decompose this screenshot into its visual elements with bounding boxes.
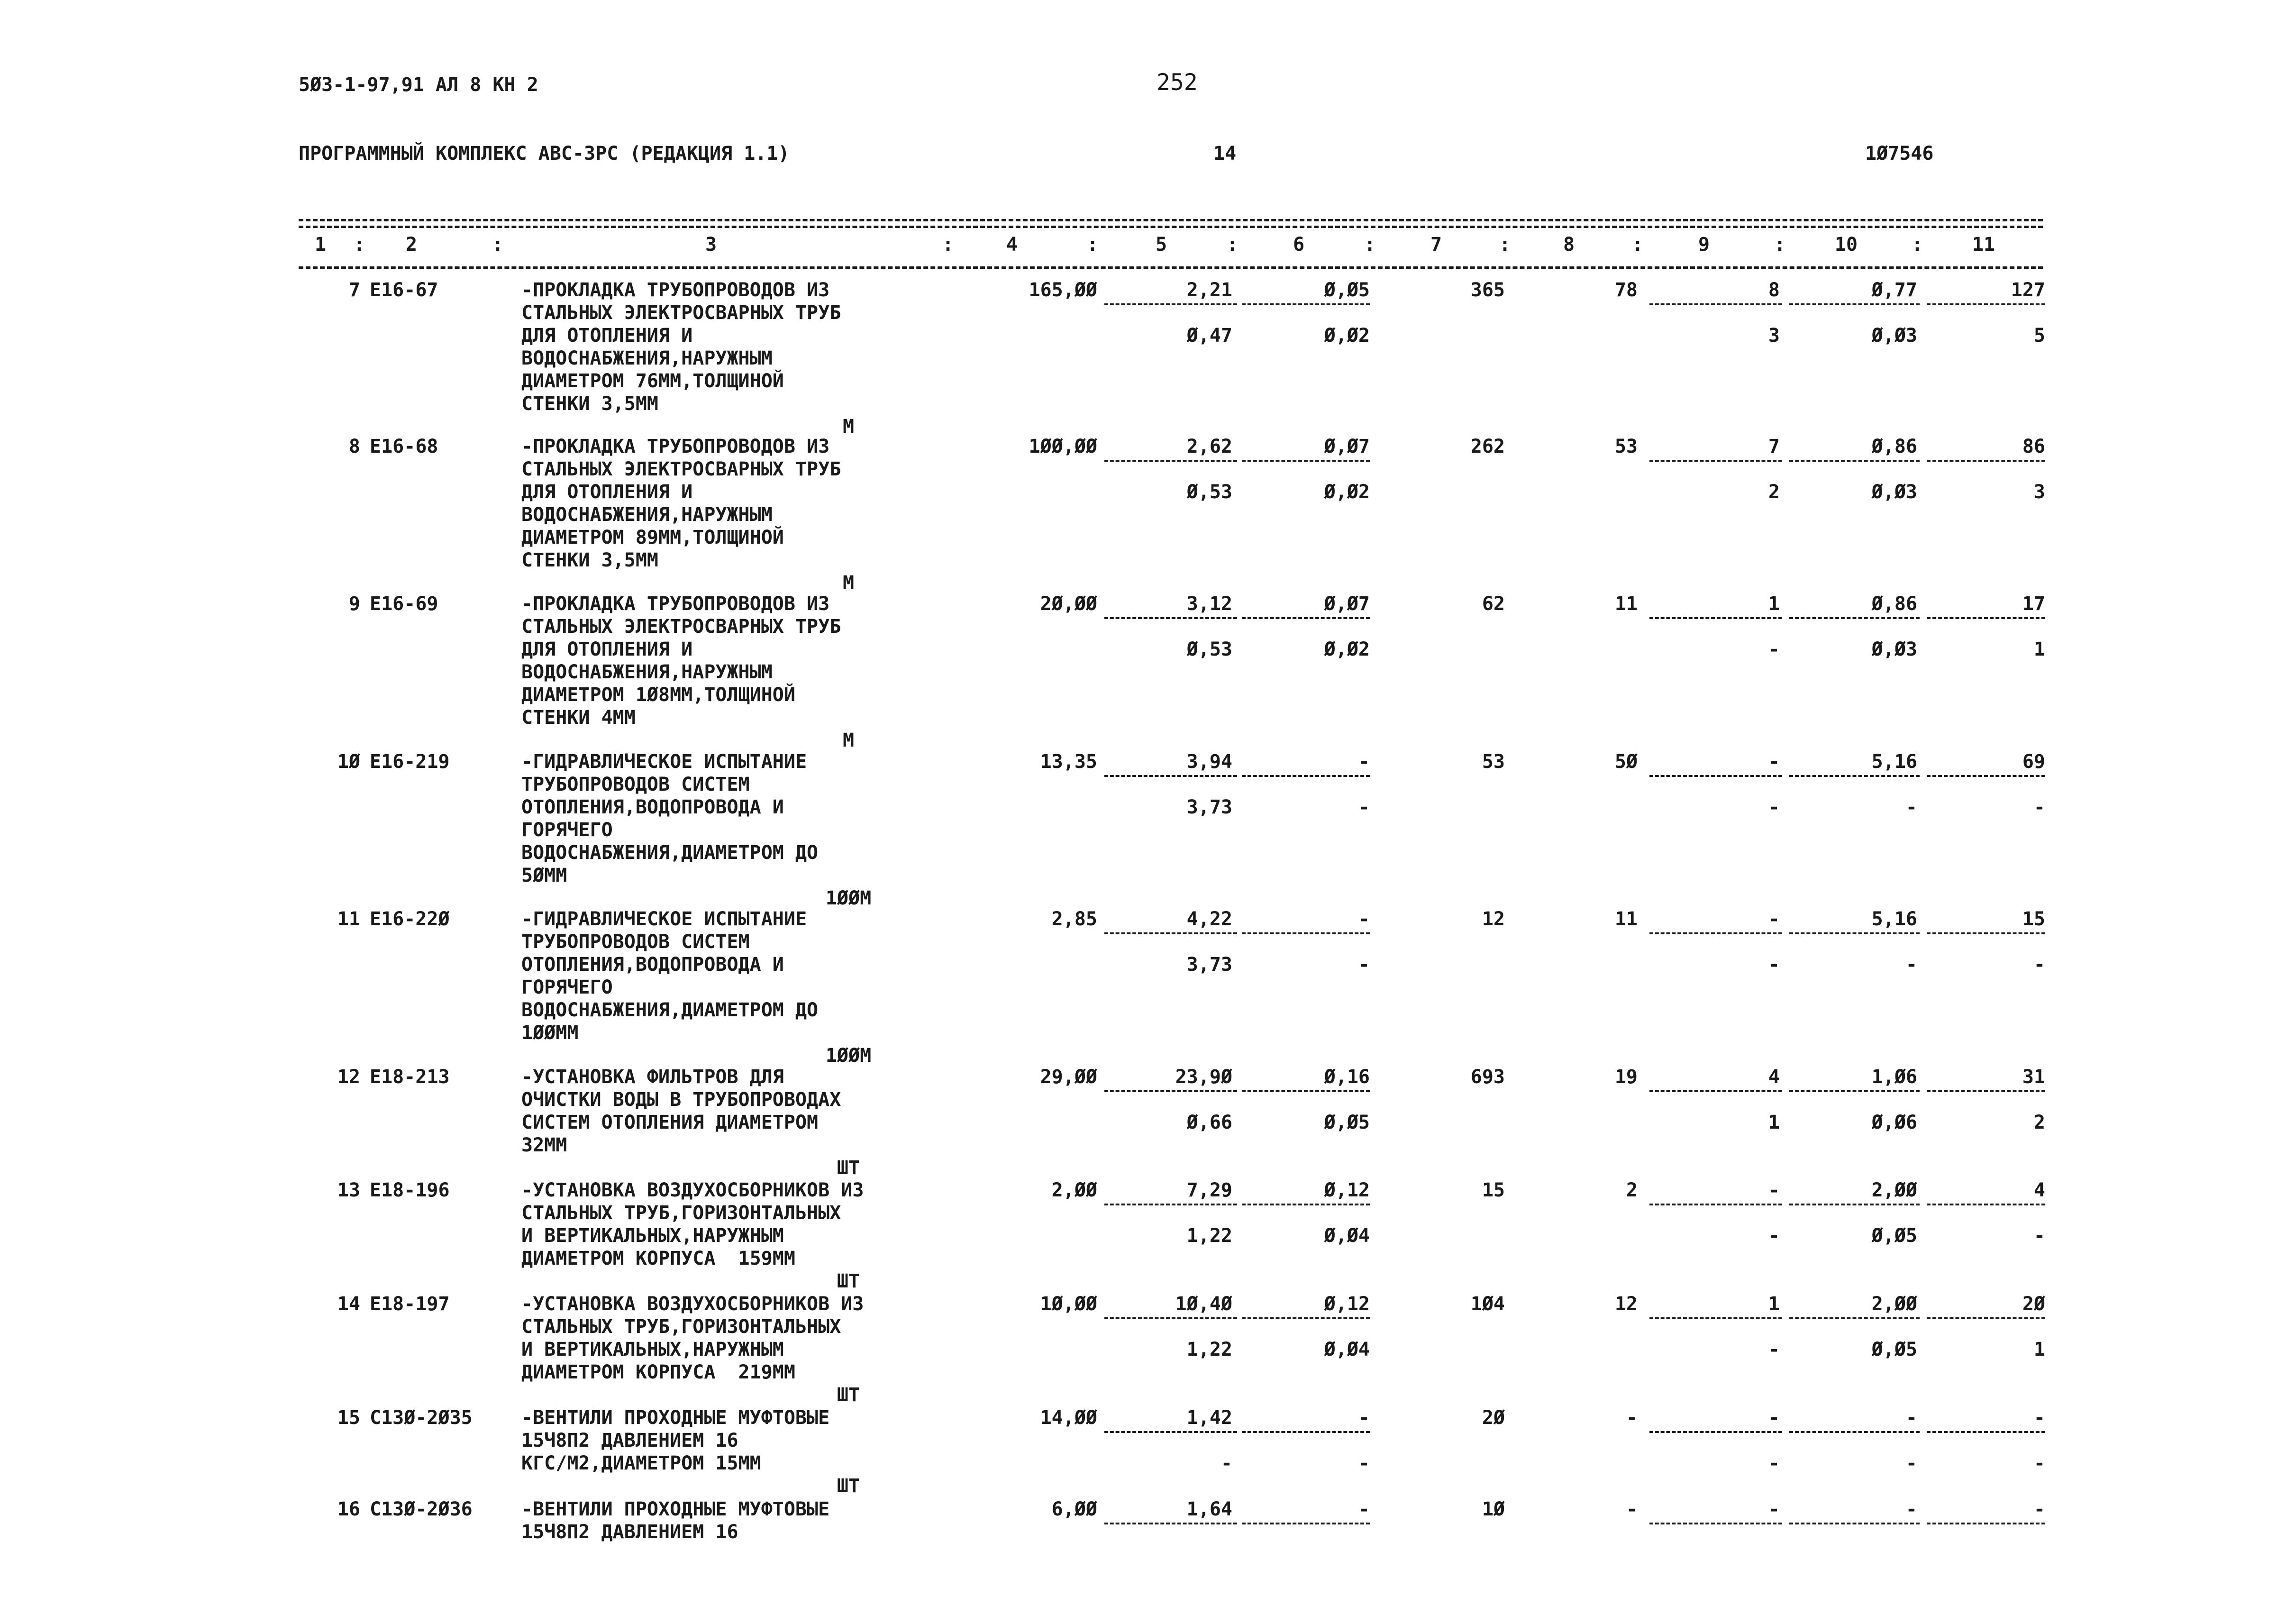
row-col6-top: Ø,16	[1324, 1066, 1370, 1088]
subtotal-rule	[1242, 1090, 1370, 1092]
row-col5-bottom: 3,73	[1186, 954, 1232, 976]
row-quantity: 13,35	[1040, 751, 1097, 773]
subtotal-rule	[1649, 303, 1782, 305]
row-col11-top: 69	[2022, 751, 2045, 773]
row-col11-top: 17	[2022, 593, 2045, 615]
row-col9-top: -	[1768, 908, 1780, 930]
row-col10-top: 5,16	[1871, 751, 1917, 773]
document-id: 1Ø7546	[1865, 143, 1934, 164]
row-description-line: ВОДОСНАБЖЕНИЯ,ДИАМЕТРОМ ДО	[521, 842, 819, 864]
row-col9-bottom: 1	[1768, 1112, 1780, 1133]
row-description-line: ДИАМЕТРОМ 89ММ,ТОЛЩИНОЙ	[521, 527, 784, 548]
row-col6-bottom: -	[1358, 796, 1370, 818]
column-separator: :	[492, 234, 504, 255]
row-quantity: 165,ØØ	[1029, 279, 1097, 301]
row-description-line: -ВЕНТИЛИ ПРОХОДНЫЕ МУФТОВЫЕ	[521, 1407, 830, 1429]
subtotal-rule	[1927, 1204, 2045, 1205]
row-description-line: 32ММ	[521, 1134, 567, 1156]
column-header-1: 1	[314, 234, 327, 255]
row-code: Е16-68	[370, 436, 438, 457]
row-col8: 78	[1614, 279, 1638, 301]
row-col6-top: Ø,12	[1324, 1179, 1370, 1201]
row-col5-top: 4,22	[1186, 908, 1232, 930]
row-description-line: И ВЕРТИКАЛЬНЫХ,НАРУЖНЫМ	[521, 1225, 784, 1247]
subtotal-rule	[1242, 1204, 1370, 1205]
row-col11-bottom: 1	[2033, 1339, 2045, 1360]
row-number: 11	[337, 908, 360, 930]
row-col10-top: Ø,86	[1871, 593, 1917, 615]
row-col11-top: 31	[2022, 1066, 2045, 1088]
column-header-9: 9	[1698, 234, 1710, 255]
row-col5-top: 2,62	[1186, 436, 1232, 457]
row-description-line: ДЛЯ ОТОПЛЕНИЯ И	[521, 481, 693, 503]
row-description-line: ТРУБОПРОВОДОВ СИСТЕМ	[521, 774, 750, 795]
subtotal-rule	[1104, 303, 1237, 305]
row-col11-bottom: 2	[2033, 1112, 2045, 1133]
subtotal-rule	[1789, 460, 1920, 462]
row-col11-top: 15	[2022, 908, 2045, 930]
row-code: Е18-196	[370, 1179, 450, 1201]
row-col5-top: 1,64	[1186, 1498, 1232, 1520]
row-col7: 1Ø4	[1470, 1293, 1505, 1315]
row-unit: М	[842, 572, 855, 594]
row-col9-top: -	[1768, 1407, 1780, 1429]
row-description-line: СТАЛЬНЫХ ТРУБ,ГОРИЗОНТАЛЬНЫХ	[521, 1316, 841, 1338]
row-unit: 1ØØМ	[825, 1045, 872, 1067]
row-col10-top: 2,ØØ	[1871, 1179, 1917, 1201]
row-col10-bottom: -	[1905, 1452, 1917, 1474]
subtotal-rule	[1649, 1090, 1782, 1092]
row-col5-bottom: Ø,47	[1186, 325, 1232, 347]
row-col5-top: 3,12	[1186, 593, 1232, 615]
row-col6-bottom: Ø,Ø2	[1324, 325, 1370, 347]
row-col11-top: 127	[2011, 279, 2045, 301]
subtotal-rule	[1789, 1090, 1920, 1092]
subtotal-rule	[1649, 1204, 1782, 1205]
row-col7: 365	[1470, 279, 1505, 301]
subtotal-rule	[1789, 303, 1920, 305]
row-description-line: ОТОПЛЕНИЯ,ВОДОПРОВОДА И	[521, 954, 784, 976]
subtotal-rule	[1789, 1204, 1920, 1205]
row-col11-bottom: -	[2033, 1452, 2045, 1474]
row-col8: 11	[1614, 908, 1638, 930]
column-separator: :	[1364, 234, 1376, 255]
row-quantity: 1ØØ,ØØ	[1029, 436, 1097, 457]
row-description-line: -УСТАНОВКА ФИЛЬТРОВ ДЛЯ	[521, 1066, 784, 1088]
row-col7: 62	[1482, 593, 1505, 615]
subtotal-rule	[1927, 460, 2045, 462]
row-col8: 11	[1614, 593, 1638, 615]
row-col11-bottom: -	[2033, 954, 2045, 976]
row-col9-top: 1	[1768, 593, 1780, 615]
row-col5-bottom: Ø,53	[1186, 639, 1232, 660]
row-col10-top: 5,16	[1871, 908, 1917, 930]
row-col5-top: 2,21	[1186, 279, 1232, 301]
subtotal-rule	[1104, 617, 1237, 619]
row-col11-bottom: 5	[2033, 325, 2045, 347]
row-col6-top: -	[1358, 751, 1370, 773]
row-col10-top: -	[1905, 1407, 1917, 1429]
row-col9-top: -	[1768, 1179, 1780, 1201]
column-header-7: 7	[1430, 234, 1442, 255]
row-col10-bottom: Ø,Ø5	[1871, 1225, 1917, 1247]
row-col8: 12	[1614, 1293, 1638, 1315]
row-col5-top: 23,9Ø	[1175, 1066, 1232, 1088]
row-description-line: ВОДОСНАБЖЕНИЯ,ДИАМЕТРОМ ДО	[521, 999, 819, 1021]
row-description-line: СИСТЕМ ОТОПЛЕНИЯ ДИАМЕТРОМ	[521, 1112, 819, 1133]
row-code: Е18-197	[370, 1293, 450, 1315]
row-col9-bottom: -	[1768, 1225, 1780, 1247]
row-col6-top: -	[1358, 1498, 1370, 1520]
row-number: 12	[337, 1066, 360, 1088]
subtotal-rule	[1789, 1523, 1920, 1524]
subtotal-rule	[1927, 1431, 2045, 1433]
sheet-number: 14	[1213, 143, 1237, 164]
subtotal-rule	[1649, 1523, 1782, 1524]
row-col10-top: -	[1905, 1498, 1917, 1520]
column-header-4: 4	[1006, 234, 1018, 255]
row-quantity: 14,ØØ	[1040, 1407, 1097, 1429]
column-header-10: 10	[1834, 234, 1858, 255]
row-number: 13	[337, 1179, 360, 1201]
row-col10-top: Ø,86	[1871, 436, 1917, 457]
row-description-line: -ВЕНТИЛИ ПРОХОДНЫЕ МУФТОВЫЕ	[521, 1498, 830, 1520]
row-col5-bottom: Ø,53	[1186, 481, 1232, 503]
column-separator: :	[1499, 234, 1511, 255]
row-quantity: 29,ØØ	[1040, 1066, 1097, 1088]
subtotal-rule	[1242, 775, 1370, 777]
row-code: Е18-213	[370, 1066, 450, 1088]
column-header-11: 11	[1972, 234, 1995, 255]
row-description-line: -УСТАНОВКА ВОЗДУХОСБОРНИКОВ ИЗ	[521, 1179, 864, 1201]
row-col5-top: 3,94	[1186, 751, 1232, 773]
row-col6-bottom: Ø,Ø5	[1324, 1112, 1370, 1133]
subtotal-rule	[1649, 1317, 1782, 1319]
row-col7: 53	[1482, 751, 1505, 773]
subtotal-rule	[1104, 460, 1237, 462]
row-description-line: СТЕНКИ 4ММ	[521, 707, 636, 729]
row-col7: 15	[1482, 1179, 1505, 1201]
row-col5-bottom: 1,22	[1186, 1339, 1232, 1360]
row-quantity: 2,85	[1051, 908, 1097, 930]
row-description-line: -ПРОКЛАДКА ТРУБОПРОВОДОВ ИЗ	[521, 279, 830, 301]
row-col11-top: 4	[2033, 1179, 2045, 1201]
row-description-line: СТАЛЬНЫХ ЭЛЕКТРОСВАРНЫХ ТРУБ	[521, 458, 841, 480]
row-col8: 19	[1614, 1066, 1638, 1088]
row-description-line: ВОДОСНАБЖЕНИЯ,НАРУЖНЫМ	[521, 347, 773, 369]
row-col11-top: 2Ø	[2022, 1293, 2045, 1315]
row-description-line: ДЛЯ ОТОПЛЕНИЯ И	[521, 325, 693, 347]
subtotal-rule	[1242, 1431, 1370, 1433]
row-col6-top: -	[1358, 1407, 1370, 1429]
subtotal-rule	[1927, 1090, 2045, 1092]
row-description-line: ОЧИСТКИ ВОДЫ В ТРУБОПРОВОДАХ	[521, 1089, 841, 1111]
row-number: 16	[337, 1498, 360, 1520]
row-col10-bottom: Ø,Ø3	[1871, 639, 1917, 660]
row-description-line: 15Ч8П2 ДАВЛЕНИЕМ 16	[521, 1430, 738, 1451]
row-col10-bottom: -	[1905, 796, 1917, 818]
row-col7: 262	[1470, 436, 1505, 457]
row-col10-bottom: Ø,Ø3	[1871, 325, 1917, 347]
row-col6-top: Ø,Ø7	[1324, 593, 1370, 615]
subtotal-rule	[1789, 1317, 1920, 1319]
row-col9-top: 7	[1768, 436, 1780, 457]
subtotal-rule	[1789, 775, 1920, 777]
row-quantity: 1Ø,ØØ	[1040, 1293, 1097, 1315]
doc-code: 5Ø3-1-97,91 АЛ 8 КН 2	[299, 74, 538, 96]
column-header-3: 3	[705, 234, 717, 255]
column-header-6: 6	[1293, 234, 1305, 255]
row-number: 14	[337, 1293, 360, 1315]
program-title: ПРОГРАММНЫЙ КОМПЛЕКС АВС-3РС (РЕДАКЦИЯ 1.1)	[299, 143, 790, 164]
subtotal-rule	[1242, 1523, 1370, 1524]
subtotal-rule	[1242, 617, 1370, 619]
table-top-rule-2	[299, 226, 2043, 228]
row-col5-top: 1Ø,4Ø	[1175, 1293, 1232, 1315]
subtotal-rule	[1649, 932, 1782, 934]
row-col9-bottom: -	[1768, 1452, 1780, 1474]
row-description-line: СТЕНКИ 3,5ММ	[521, 393, 658, 415]
column-separator: :	[1774, 234, 1786, 255]
row-col9-top: -	[1768, 1498, 1780, 1520]
subtotal-rule	[1104, 932, 1237, 934]
subtotal-rule	[1104, 1523, 1237, 1524]
row-col9-bottom: -	[1768, 796, 1780, 818]
column-separator: :	[1632, 234, 1644, 255]
subtotal-rule	[1927, 775, 2045, 777]
row-description-line: ДЛЯ ОТОПЛЕНИЯ И	[521, 639, 693, 660]
row-number: 9	[348, 593, 360, 615]
row-col11-top: -	[2033, 1407, 2045, 1429]
row-description-line: ДИАМЕТРОМ 76ММ,ТОЛЩИНОЙ	[521, 370, 784, 392]
subtotal-rule	[1104, 1204, 1237, 1205]
row-col8: -	[1626, 1498, 1638, 1520]
row-description-line: 1ØØММ	[521, 1022, 579, 1044]
column-header-5: 5	[1155, 234, 1167, 255]
row-quantity: 2,ØØ	[1051, 1179, 1097, 1201]
subtotal-rule	[1242, 1317, 1370, 1319]
row-unit: М	[842, 730, 855, 751]
subtotal-rule	[1927, 617, 2045, 619]
row-description-line: ВОДОСНАБЖЕНИЯ,НАРУЖНЫМ	[521, 661, 773, 683]
row-unit: ШТ	[837, 1384, 860, 1406]
row-col9-bottom: 2	[1768, 481, 1780, 503]
row-col10-top: 1,Ø6	[1871, 1066, 1917, 1088]
row-col5-bottom: -	[1220, 1452, 1232, 1474]
column-separator: :	[354, 234, 365, 255]
subtotal-rule	[1789, 617, 1920, 619]
subtotal-rule	[1789, 1431, 1920, 1433]
row-description-line: -ГИДРАВЛИЧЕСКОЕ ИСПЫТАНИЕ	[521, 751, 807, 773]
column-header-2: 2	[405, 234, 418, 255]
table-top-rule	[299, 219, 2043, 221]
column-separator: :	[942, 234, 954, 255]
row-description-line: ТРУБОПРОВОДОВ СИСТЕМ	[521, 931, 750, 953]
row-col10-top: 2,ØØ	[1871, 1293, 1917, 1315]
row-code: Е16-22Ø	[370, 908, 450, 930]
row-col6-bottom: Ø,Ø2	[1324, 639, 1370, 660]
row-description-line: ГОРЯЧЕГО	[521, 976, 613, 998]
row-col10-bottom: Ø,Ø6	[1871, 1112, 1917, 1133]
row-unit: ШТ	[837, 1270, 860, 1292]
row-number: 1Ø	[337, 751, 360, 773]
row-description-line: ДИАМЕТРОМ КОРПУСА 159ММ	[521, 1248, 795, 1269]
row-col7: 12	[1482, 908, 1505, 930]
subtotal-rule	[1649, 460, 1782, 462]
row-col8: -	[1626, 1407, 1638, 1429]
row-col9-top: 8	[1768, 279, 1780, 301]
row-col11-bottom: -	[2033, 1225, 2045, 1247]
column-header-rule	[299, 266, 2043, 269]
row-code: С13Ø-2Ø35	[370, 1407, 473, 1429]
row-col9-bottom: -	[1768, 639, 1780, 660]
row-description-line: СТАЛЬНЫХ ТРУБ,ГОРИЗОНТАЛЬНЫХ	[521, 1202, 841, 1224]
column-separator: :	[1912, 234, 1923, 255]
row-col8: 5Ø	[1614, 751, 1638, 773]
row-col11-bottom: 1	[2033, 639, 2045, 660]
page-number: 252	[1157, 69, 1198, 96]
subtotal-rule	[1789, 932, 1920, 934]
row-description-line: ГОРЯЧЕГО	[521, 819, 613, 841]
subtotal-rule	[1242, 932, 1370, 934]
row-unit: ШТ	[837, 1157, 860, 1179]
row-col9-bottom: 3	[1768, 325, 1780, 347]
row-number: 7	[348, 279, 360, 301]
row-description-line: ДИАМЕТРОМ 1Ø8ММ,ТОЛЩИНОЙ	[521, 684, 795, 706]
subtotal-rule	[1649, 617, 1782, 619]
row-description-line: И ВЕРТИКАЛЬНЫХ,НАРУЖНЫМ	[521, 1339, 784, 1360]
subtotal-rule	[1649, 775, 1782, 777]
row-col7: 2Ø	[1482, 1407, 1505, 1429]
row-col5-top: 7,29	[1186, 1179, 1232, 1201]
row-col11-top: -	[2033, 1498, 2045, 1520]
subtotal-rule	[1104, 1317, 1237, 1319]
row-description-line: -ПРОКЛАДКА ТРУБОПРОВОДОВ ИЗ	[521, 593, 830, 615]
row-col5-bottom: Ø,66	[1186, 1112, 1232, 1133]
subtotal-rule	[1104, 1090, 1237, 1092]
column-header-8: 8	[1563, 234, 1575, 255]
row-col5-bottom: 1,22	[1186, 1225, 1232, 1247]
row-code: С13Ø-2Ø36	[370, 1498, 473, 1520]
row-description-line: -ПРОКЛАДКА ТРУБОПРОВОДОВ ИЗ	[521, 436, 830, 457]
row-unit: ШТ	[837, 1475, 860, 1497]
row-col6-bottom: Ø,Ø4	[1324, 1339, 1370, 1360]
row-col8: 53	[1614, 436, 1638, 457]
row-number: 8	[348, 436, 360, 457]
row-col10-bottom: Ø,Ø3	[1871, 481, 1917, 503]
row-col7: 1Ø	[1482, 1498, 1505, 1520]
row-col6-top: Ø,Ø5	[1324, 279, 1370, 301]
row-description-line: ДИАМЕТРОМ КОРПУСА 219ММ	[521, 1361, 795, 1383]
row-col5-top: 1,42	[1186, 1407, 1232, 1429]
row-col11-top: 86	[2022, 436, 2045, 457]
row-col5-bottom: 3,73	[1186, 796, 1232, 818]
row-number: 15	[337, 1407, 360, 1429]
row-code: Е16-69	[370, 593, 438, 615]
row-description-line: 15Ч8П2 ДАВЛЕНИЕМ 16	[521, 1521, 738, 1543]
subtotal-rule	[1927, 303, 2045, 305]
row-col6-bottom: -	[1358, 1452, 1370, 1474]
row-col9-top: 1	[1768, 1293, 1780, 1315]
row-description-line: СТЕНКИ 3,5ММ	[521, 549, 658, 571]
row-quantity: 6,ØØ	[1051, 1498, 1097, 1520]
subtotal-rule	[1242, 303, 1370, 305]
column-separator: :	[1087, 234, 1099, 255]
row-description-line: ОТОПЛЕНИЯ,ВОДОПРОВОДА И	[521, 796, 784, 818]
row-col6-bottom: -	[1358, 954, 1370, 976]
subtotal-rule	[1927, 1317, 2045, 1319]
row-col9-bottom: -	[1768, 1339, 1780, 1360]
subtotal-rule	[1927, 932, 2045, 934]
row-description-line: -УСТАНОВКА ВОЗДУХОСБОРНИКОВ ИЗ	[521, 1293, 864, 1315]
row-description-line: 5ØММ	[521, 865, 567, 886]
row-description-line: СТАЛЬНЫХ ЭЛЕКТРОСВАРНЫХ ТРУБ	[521, 302, 841, 324]
row-code: Е16-219	[370, 751, 450, 773]
row-description-line: ВОДОСНАБЖЕНИЯ,НАРУЖНЫМ	[521, 504, 773, 526]
subtotal-rule	[1649, 1431, 1782, 1433]
row-code: Е16-67	[370, 279, 438, 301]
row-col9-top: 4	[1768, 1066, 1780, 1088]
row-col7: 693	[1470, 1066, 1505, 1088]
subtotal-rule	[1104, 775, 1237, 777]
row-col10-top: Ø,77	[1871, 279, 1917, 301]
subtotal-rule	[1104, 1431, 1237, 1433]
row-col11-bottom: -	[2033, 796, 2045, 818]
row-description-line: СТАЛЬНЫХ ЭЛЕКТРОСВАРНЫХ ТРУБ	[521, 616, 841, 638]
row-col6-top: Ø,Ø7	[1324, 436, 1370, 457]
subtotal-rule	[1242, 460, 1370, 462]
row-description-line: -ГИДРАВЛИЧЕСКОЕ ИСПЫТАНИЕ	[521, 908, 807, 930]
row-col9-top: -	[1768, 751, 1780, 773]
row-col11-bottom: 3	[2033, 481, 2045, 503]
row-quantity: 2Ø,ØØ	[1040, 593, 1097, 615]
row-col10-bottom: -	[1905, 954, 1917, 976]
row-col6-top: Ø,12	[1324, 1293, 1370, 1315]
row-col6-bottom: Ø,Ø4	[1324, 1225, 1370, 1247]
column-separator: :	[1227, 234, 1239, 255]
row-col6-bottom: Ø,Ø2	[1324, 481, 1370, 503]
row-description-line: КГС/М2,ДИАМЕТРОМ 15ММ	[521, 1452, 761, 1474]
row-col9-bottom: -	[1768, 954, 1780, 976]
row-unit: 1ØØМ	[825, 887, 872, 909]
row-col6-top: -	[1358, 908, 1370, 930]
subtotal-rule	[1927, 1523, 2045, 1524]
row-unit: М	[842, 416, 855, 438]
row-col8: 2	[1626, 1179, 1638, 1201]
row-col10-bottom: Ø,Ø5	[1871, 1339, 1917, 1360]
